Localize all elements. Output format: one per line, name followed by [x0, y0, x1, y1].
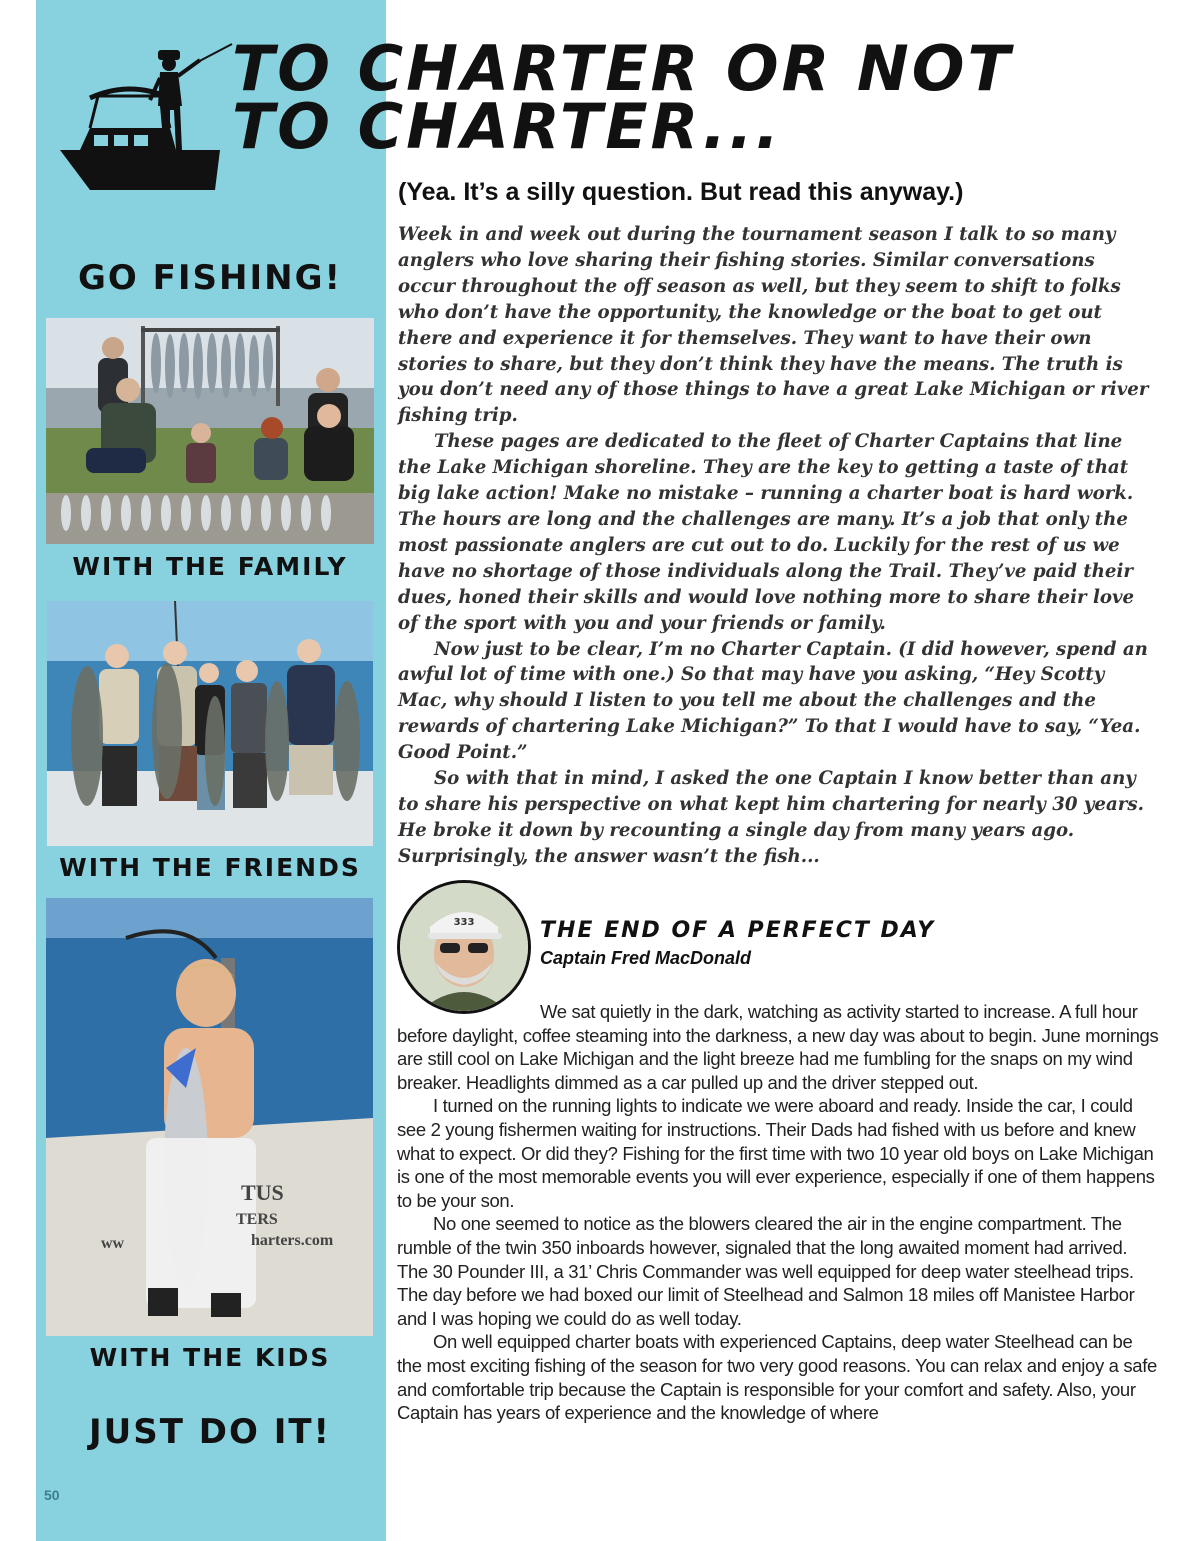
page-title: [232, 32, 1182, 163]
go-fishing-heading: GO FISHING!: [78, 258, 342, 298]
boat-text-2: TERS: [236, 1211, 278, 1228]
family-photo: [46, 318, 374, 544]
intro-paragraph: Now just to be clear, I’m no Charter Captain. (I did however, spend an awful lot of time with one.) So that may have you asking, “Hey Scotty Mac, why should I listen to you tell me about the challenges and the rewards of chartering Lake Michigan?” To that I would have to say, “Yea. Good Point.”: [398, 638, 1148, 764]
caption-family: WITH THE FAMILY: [72, 552, 348, 581]
intro-text: [398, 222, 1158, 870]
article-title: THE END OF A PERFECT DAY: [540, 918, 936, 943]
just-do-it-heading: JUST DO IT!: [88, 1412, 332, 1452]
subtitle: (Yea. It’s a silly question. But read this anyway.): [398, 178, 964, 206]
boat-text-4: ww: [101, 1235, 125, 1252]
article-paragraph: No one seemed to notice as the blowers cleared the air in the engine compartment. The rumble of the twin 350 inboards however, signaled that the long awaited moment had arrived. The 30 Pounder III, a 31’ Chris Commander was well equipped for deep water steelhead trips. The day before we had boxed our limit of Steelhead and Salmon 18 miles off Manistee Harbor and I was hoping we could do as well today.: [397, 1213, 1135, 1329]
cap-logo-text: 333: [453, 917, 475, 928]
caption-friends: WITH THE FRIENDS: [59, 853, 361, 882]
title-line-2: TO CHARTER...: [232, 90, 783, 163]
article-paragraph: On well equipped charter boats with experienced Captains, deep water Steelhead can be the most exciting fishing of the season for two very good reasons. You can relax and enjoy a safe and comfortable trip because the Captain is responsible for your comfort and safety. Also, your Captain has years of experience and the knowledge of where: [397, 1331, 1157, 1424]
intro-paragraph: Week in and week out during the tournament season I talk to so many anglers who love sharing their fishing stories. Similar conversations occur throughout the off season as well, but they seem to shift to folks who don’t have the opportunity, the knowledge or the boat to get out there and experience it for themselves. They want to have their own stories to share, but they don’t think they have the means. The truth is you don’t need any of those things to have a great Lake Michigan or river fishing trip.: [398, 224, 1149, 427]
caption-kids: WITH THE KIDS: [89, 1343, 331, 1372]
intro-paragraph: These pages are dedicated to the fleet of Charter Captains that line the Lake Michigan shoreline. They are the key to getting a taste of that big lake action! Make no mistake – running a charter boat is hard work. The hours are long and the challenges are many. It’s a job that only the most passionate anglers are cut out to do. Luckily for the rest of us we have no shortage of those individuals along the Trail. They’ve paid their dues, honed their skills and would love nothing more to share their love of the sport with you and your friends or family.: [398, 431, 1135, 634]
page-number: 50: [44, 1487, 60, 1503]
title-line-1: TO CHARTER OR NOT: [232, 32, 1013, 105]
boat-angler-icon: [50, 40, 250, 210]
kids-photo: [46, 898, 373, 1336]
article-paragraph: I turned on the running lights to indicate we were aboard and ready. Inside the car, I could see 2 young fishermen waiting for instructions. Their Dads had fished with us before and knew what to expect. Or did they? Fishing for the first time with two 10 year old boys on Lake Michigan is one of the most memorable events you will ever experience, especially if one of them happens to be your son.: [397, 1095, 1155, 1211]
intro-paragraph: So with that in mind, I asked the one Captain I know better than any to share his perspective on what kept him chartering for nearly 30 years. He broke it down by recounting a single day from many years ago. Surprisingly, the answer wasn’t the fish...: [398, 768, 1144, 867]
boat-text-3: harters.com: [251, 1232, 334, 1249]
boat-text-1: TUS: [241, 1180, 284, 1205]
article-body: [397, 1000, 1159, 1425]
article-paragraph: We sat quietly in the dark, watching as activity started to increase. A full hour before daylight, coffee steaming into the darkness, a new day was about to begin. June mornings are still cool on Lake Michigan and the light breeze had me fumbling for the snaps on my wind breaker. Headlights dimmed as a car pulled up and the driver stepped out.: [397, 1001, 1159, 1093]
friends-photo: [47, 601, 373, 846]
captain-portrait: [397, 880, 531, 1014]
article-author: Captain Fred MacDonald: [540, 948, 752, 968]
